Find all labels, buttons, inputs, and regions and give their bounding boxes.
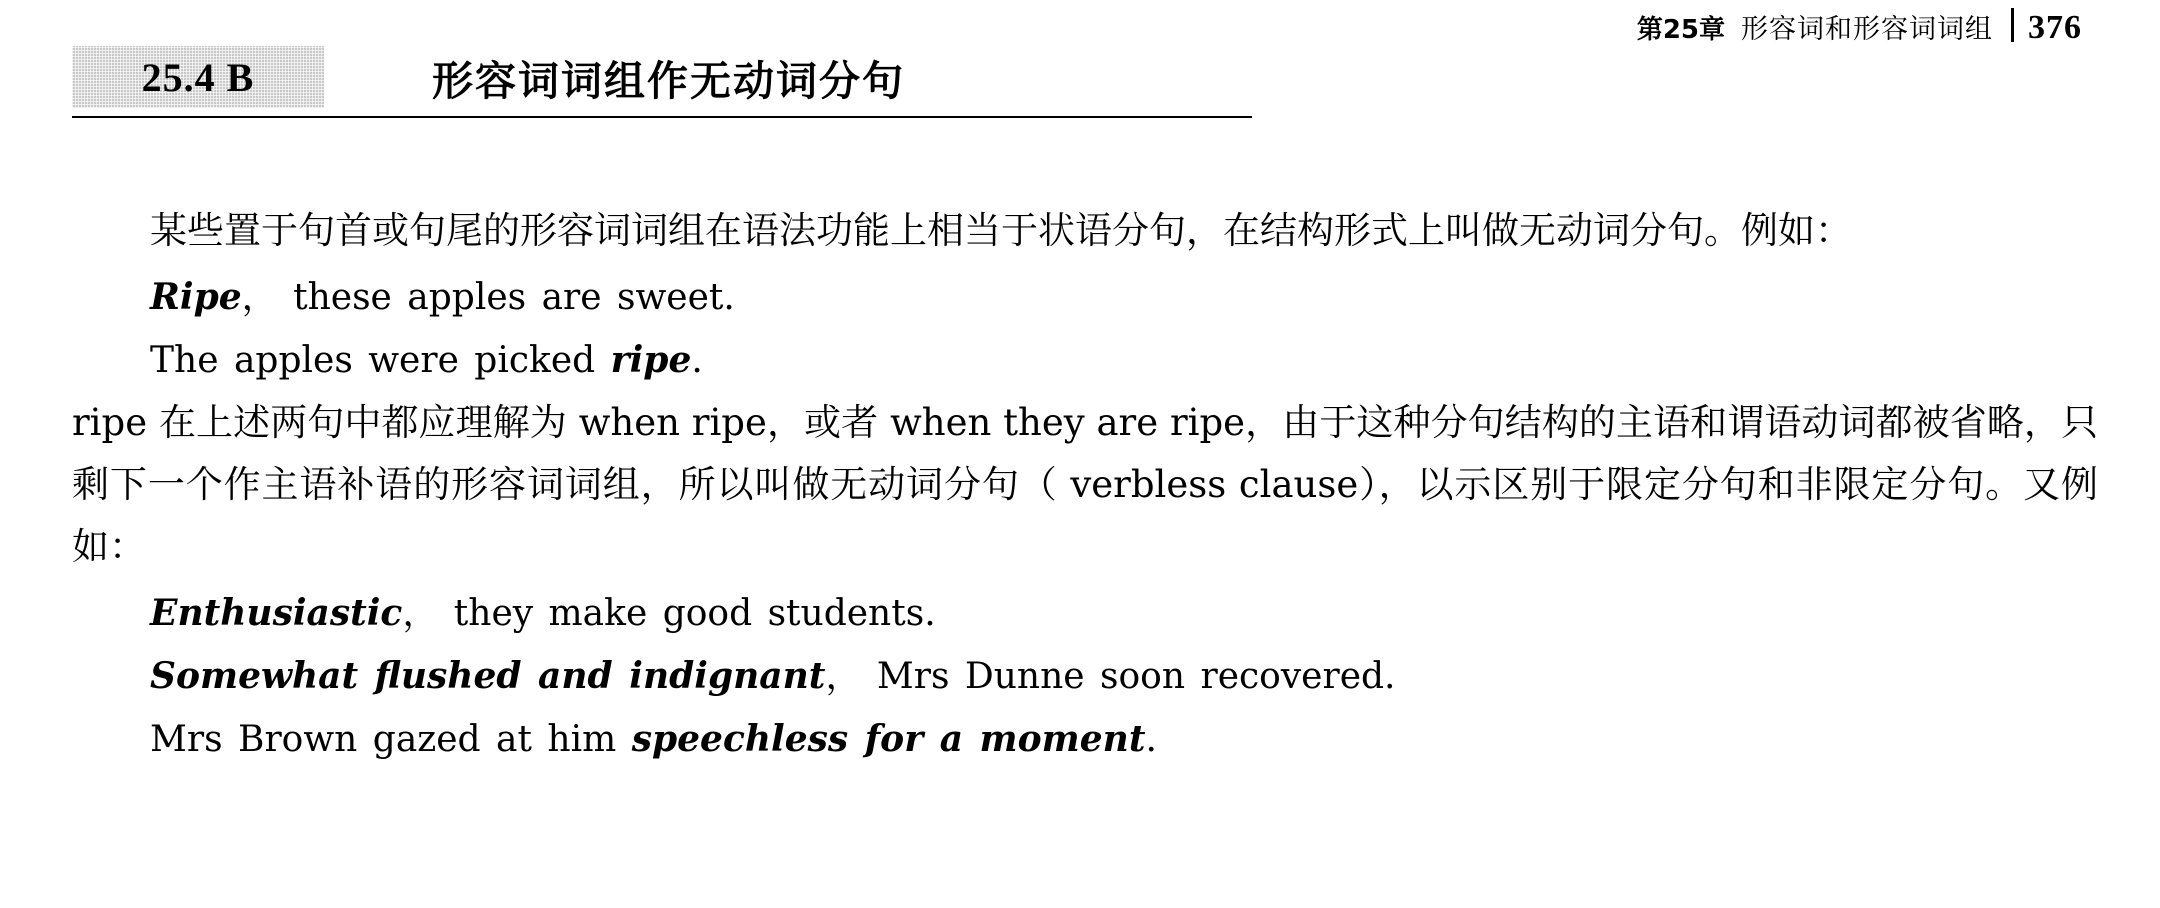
example-lead-plain: Mrs Brown gazed at him xyxy=(150,719,632,760)
example-item xyxy=(150,329,2098,392)
example-item xyxy=(150,266,2098,329)
example-rest: ， they make good students. xyxy=(402,593,936,634)
running-head-title: 形容词和形容词词组 xyxy=(1741,14,1993,45)
example-item xyxy=(150,708,2098,771)
running-head xyxy=(1637,4,2082,47)
section-number: 25.4 B xyxy=(141,54,255,100)
example-tail-italic: speechless for a moment xyxy=(631,718,1146,760)
page-number: 376 xyxy=(2028,9,2082,46)
example-list-1 xyxy=(72,266,2098,392)
paragraph-2: ripe 在上述两句中都应理解为 when ripe，或者 when they are ripe，由于这种分句结构的主语和谓语动词都被省略，只剩下一个作主语补语的形容词词组，所以叫做无动词分句（ verbless clause），以示区别于限定分句和非限定分句。又例如： xyxy=(72,401,2098,568)
example-lead-plain: The apples were picked xyxy=(150,340,611,381)
example-rest: . xyxy=(1145,719,1157,760)
section-underline xyxy=(72,116,1252,118)
example-item xyxy=(150,645,2098,708)
section-title: 形容词词组作无动词分句 xyxy=(432,57,905,105)
example-lead-italic: Enthusiastic xyxy=(150,592,403,634)
paragraph-1: 某些置于句首或句尾的形容词词组在语法功能上相当于状语分句，在结构形式上叫做无动词分句。例如： xyxy=(150,209,1852,252)
running-head-divider xyxy=(2011,8,2014,42)
example-list-2 xyxy=(72,582,2098,771)
example-tail-italic: ripe xyxy=(610,339,692,381)
section-number-box xyxy=(72,46,324,108)
example-lead-italic: Ripe xyxy=(150,276,242,318)
example-rest: . xyxy=(691,340,703,381)
section-heading xyxy=(72,46,2070,120)
running-head-chapter: 第25章 xyxy=(1636,15,1725,45)
example-item xyxy=(150,582,2098,645)
example-rest: ， these apples are sweet. xyxy=(241,277,735,318)
example-lead-italic: Somewhat flushed and indignant xyxy=(150,655,826,697)
body-content xyxy=(72,200,2098,771)
example-rest: ， Mrs Dunne soon recovered. xyxy=(825,656,1396,697)
